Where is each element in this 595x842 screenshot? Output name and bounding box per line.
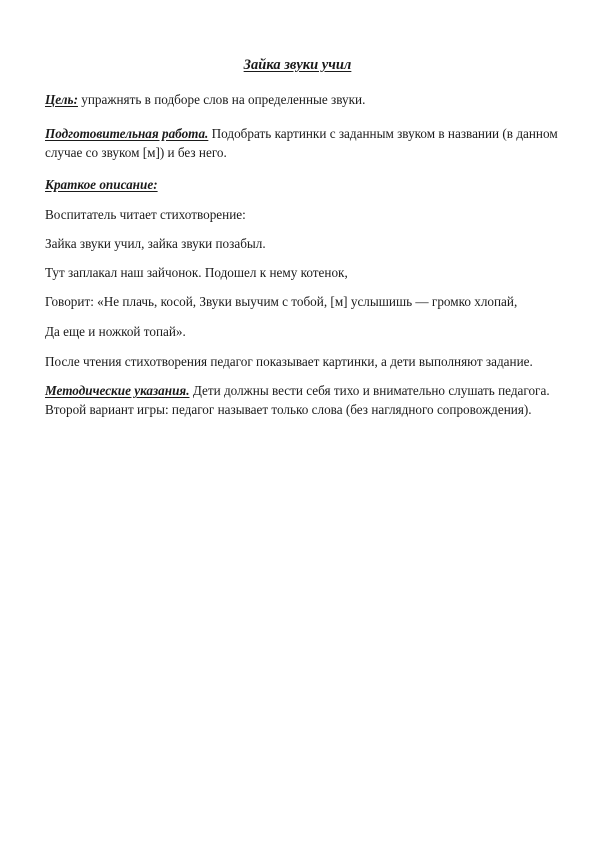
text-line: Да еще и ножкой топай».: [45, 324, 186, 339]
text-line: Воспитатель читает стихотворение:: [45, 207, 246, 222]
methodical-paragraph: [45, 381, 560, 419]
document-title: Зайка звуки учил: [243, 57, 352, 73]
methodical-text: Дети должны вести себя тихо и внимательно слушать педагога. Второй вариант игры: педагог называет только слова (без наглядного сопровождения).: [45, 383, 550, 417]
goal-text: упражнять в подборе слов на определенные звуки.: [77, 92, 366, 107]
text-line: Зайка звуки учил, зайка звуки позабыл.: [45, 236, 266, 251]
description-label: Краткое описание:: [45, 177, 158, 192]
preparation-text: Подобрать картинки с заданным звуком в названии (в данном случае со звуком [м]) и без него.: [45, 126, 558, 160]
goal-paragraph: [45, 90, 560, 109]
preparation-label: Подготовительная работа.: [45, 126, 209, 141]
goal-label: Цель:: [45, 92, 78, 107]
text-line: Говорит: «Не плачь, косой, Звуки выучим с тобой, [м] услышишь — громко хлопай,: [45, 294, 518, 309]
text-line: После чтения стихотворения педагог показывает картинки, а дети выполняют задание.: [45, 354, 533, 369]
preparation-paragraph: [45, 124, 560, 162]
text-line: Тут заплакал наш зайчонок. Подошел к нему котенок,: [45, 265, 348, 280]
description-paragraph: [45, 175, 560, 194]
methodical-label: Методические указания.: [45, 383, 190, 398]
